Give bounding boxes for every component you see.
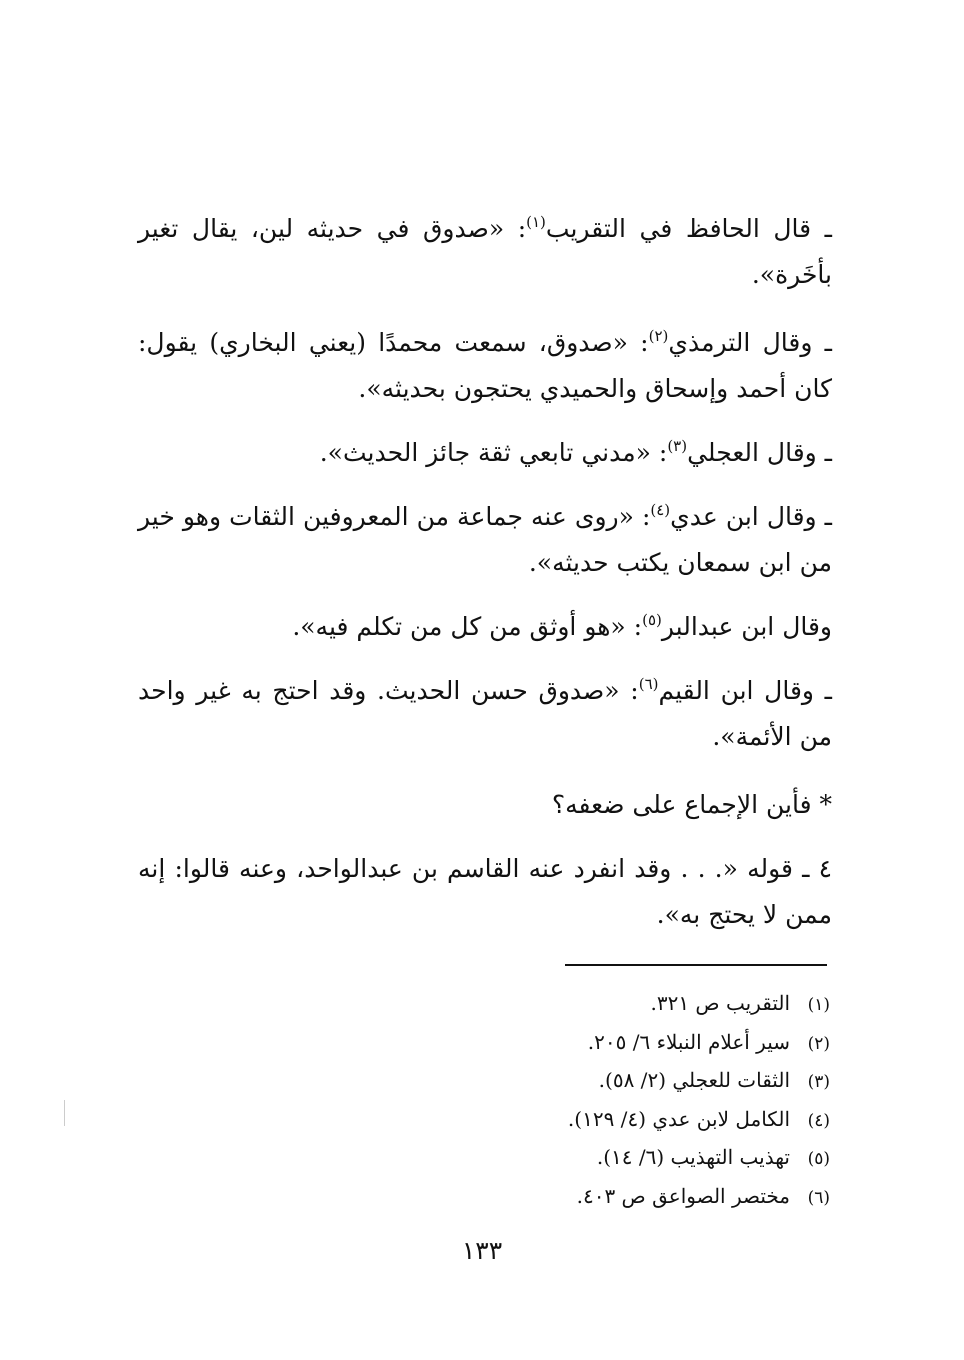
footnote-ref: (٢) xyxy=(648,327,669,345)
paragraph-ijli xyxy=(138,430,832,476)
paragraph-ibn-adi xyxy=(138,494,832,586)
paragraph-text: ـ وقال ابن القيم xyxy=(658,676,832,705)
paragraph-text: : «صدوق حسن الحديث. وقد احتج به غير واحد من الأئمة». xyxy=(138,676,832,751)
paragraph-text: : «روى عنه جماعة من المعروفين الثقات وهو خير من ابن سمعان يكتب حديثه». xyxy=(138,502,832,577)
footnotes-list xyxy=(400,984,830,1215)
paragraph-tirmidhi xyxy=(138,320,832,412)
paragraph-text: : «صدوق، سمعت محمدًا (يعني البخاري) يقول: كان أحمد وإسحاق والحميدي يحتجون بحديثه». xyxy=(138,328,832,403)
footnote-ref: (٦) xyxy=(638,675,659,693)
footnote-text: تهذيب التهذيب (٦/ ١٤). xyxy=(596,1145,790,1169)
margin-mark xyxy=(64,1100,65,1126)
footnote-text: التقريب ص ٣٢١. xyxy=(650,991,790,1015)
paragraph-text: وقال ابن عبدالبر xyxy=(661,612,832,641)
footnote-number: (٤) xyxy=(807,1110,830,1131)
footnote-item xyxy=(400,984,830,1023)
footnote-ref: (٥) xyxy=(642,611,662,629)
paragraph-taqrib xyxy=(138,206,832,298)
paragraph-text: ـ وقال العجلي xyxy=(687,438,832,467)
footnote-item xyxy=(400,1177,830,1216)
footnote-text: سير أعلام النبلاء ٦/ ٢٠٥. xyxy=(587,1029,790,1054)
page-number: ١٣٣ xyxy=(461,1236,503,1265)
footnote-item xyxy=(400,1100,830,1139)
footnote-item xyxy=(400,1023,830,1062)
footnote-number: (٥) xyxy=(807,1149,830,1169)
footnote-number: (١) xyxy=(807,995,830,1015)
footnote-number: (٣) xyxy=(807,1072,830,1092)
footnote-text: الثقات للعجلي (٢/ ٥٨). xyxy=(598,1068,790,1092)
footnote-item xyxy=(400,1138,830,1177)
footnote-number: (٢) xyxy=(807,1033,830,1054)
footnote-divider xyxy=(565,964,827,966)
footnote-text: مختصر الصواعق ص ٤٠٣. xyxy=(576,1183,790,1208)
paragraph-text: ـ قال الحافظ في التقريب xyxy=(545,214,833,243)
footnote-text: الكامل لابن عدي (٤/ ١٢٩). xyxy=(567,1106,790,1131)
footnote-number: (٦) xyxy=(807,1187,830,1208)
paragraph-text: ـ وقال ابن عدي xyxy=(670,502,832,531)
footnote-ref: (٣) xyxy=(667,437,688,455)
paragraph-text: ـ وقال الترمذي xyxy=(668,328,832,357)
paragraph-ibn-abdulbarr xyxy=(138,604,832,650)
footnote-item xyxy=(400,1061,830,1100)
paragraph-ibn-qayyim xyxy=(138,668,832,760)
paragraph-question: * فأين الإجماع على ضعفه؟ xyxy=(551,790,832,819)
paragraph-text: : «مدني تابعي ثقة جائز الحديث». xyxy=(319,438,668,467)
footnote-ref: (٤) xyxy=(650,501,671,519)
paragraph-text: : «صدوق في حديثه لين، يقال تغير بأخَرة». xyxy=(138,214,832,289)
footnote-ref: (١) xyxy=(526,213,546,231)
paragraph-text: : «هو أوثق من كل من تكلم فيه». xyxy=(292,612,643,641)
paragraph-point-4: ٤ ـ قوله «. . . وقد انفرد عنه القاسم بن عبدالواحد، وعنه قالوا: إنه ممن لا يحتج به». xyxy=(138,854,832,929)
